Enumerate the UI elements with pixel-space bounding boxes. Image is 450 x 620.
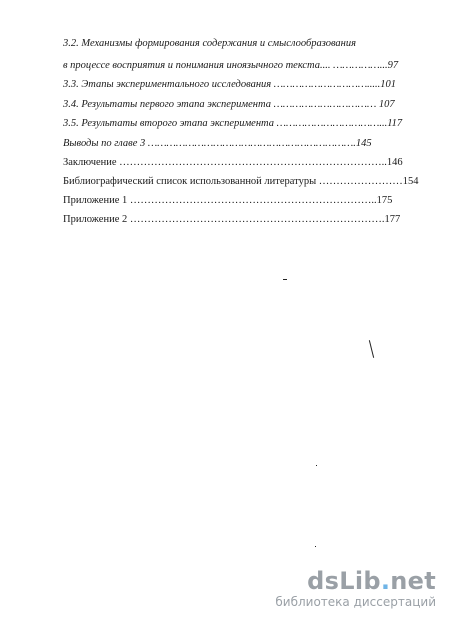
toc-entry-appendix-2: Приложение 2 ……………………………………………………………….177: [63, 214, 401, 225]
toc-entry-conclusion: Заключение …………………………………………………………………..146: [63, 157, 403, 168]
toc-entry-3-4: 3.4. Результаты первого этапа эксперимента …………………………… 107: [63, 99, 395, 110]
toc-entry-3-5: 3.5. Результаты второго этапа эксперимента ……………………………...117: [63, 118, 403, 129]
scan-speck: [316, 465, 317, 466]
scan-speck: [315, 546, 316, 547]
toc-entry-3-2: 3.2. Механизмы формирования содержания и смыслообразования: [63, 38, 357, 49]
toc-entry-bibliography: Библиографический список использованной литературы ……………………154: [63, 176, 419, 187]
toc-entry-3-3: 3.3. Этапы экспериментального исследования ………………………….....101: [63, 79, 397, 90]
dslib-watermark: [275, 568, 436, 609]
scan-stroke: [369, 340, 374, 358]
dslib-subtitle: библиотека диссертаций: [275, 595, 436, 609]
toc-entry-conclusions-ch3: Выводы по главе 3 ………………………………………………………….145: [63, 138, 372, 149]
scan-speck: [283, 279, 287, 280]
toc-entry-appendix-1: Приложение 1 ……………………………………………………………..175: [63, 195, 393, 206]
toc-entry-3-2-continued: в процессе восприятия и понимания иноязычного текста.... ……………...97: [63, 60, 399, 71]
dslib-logo: dsLib.net: [307, 567, 436, 595]
